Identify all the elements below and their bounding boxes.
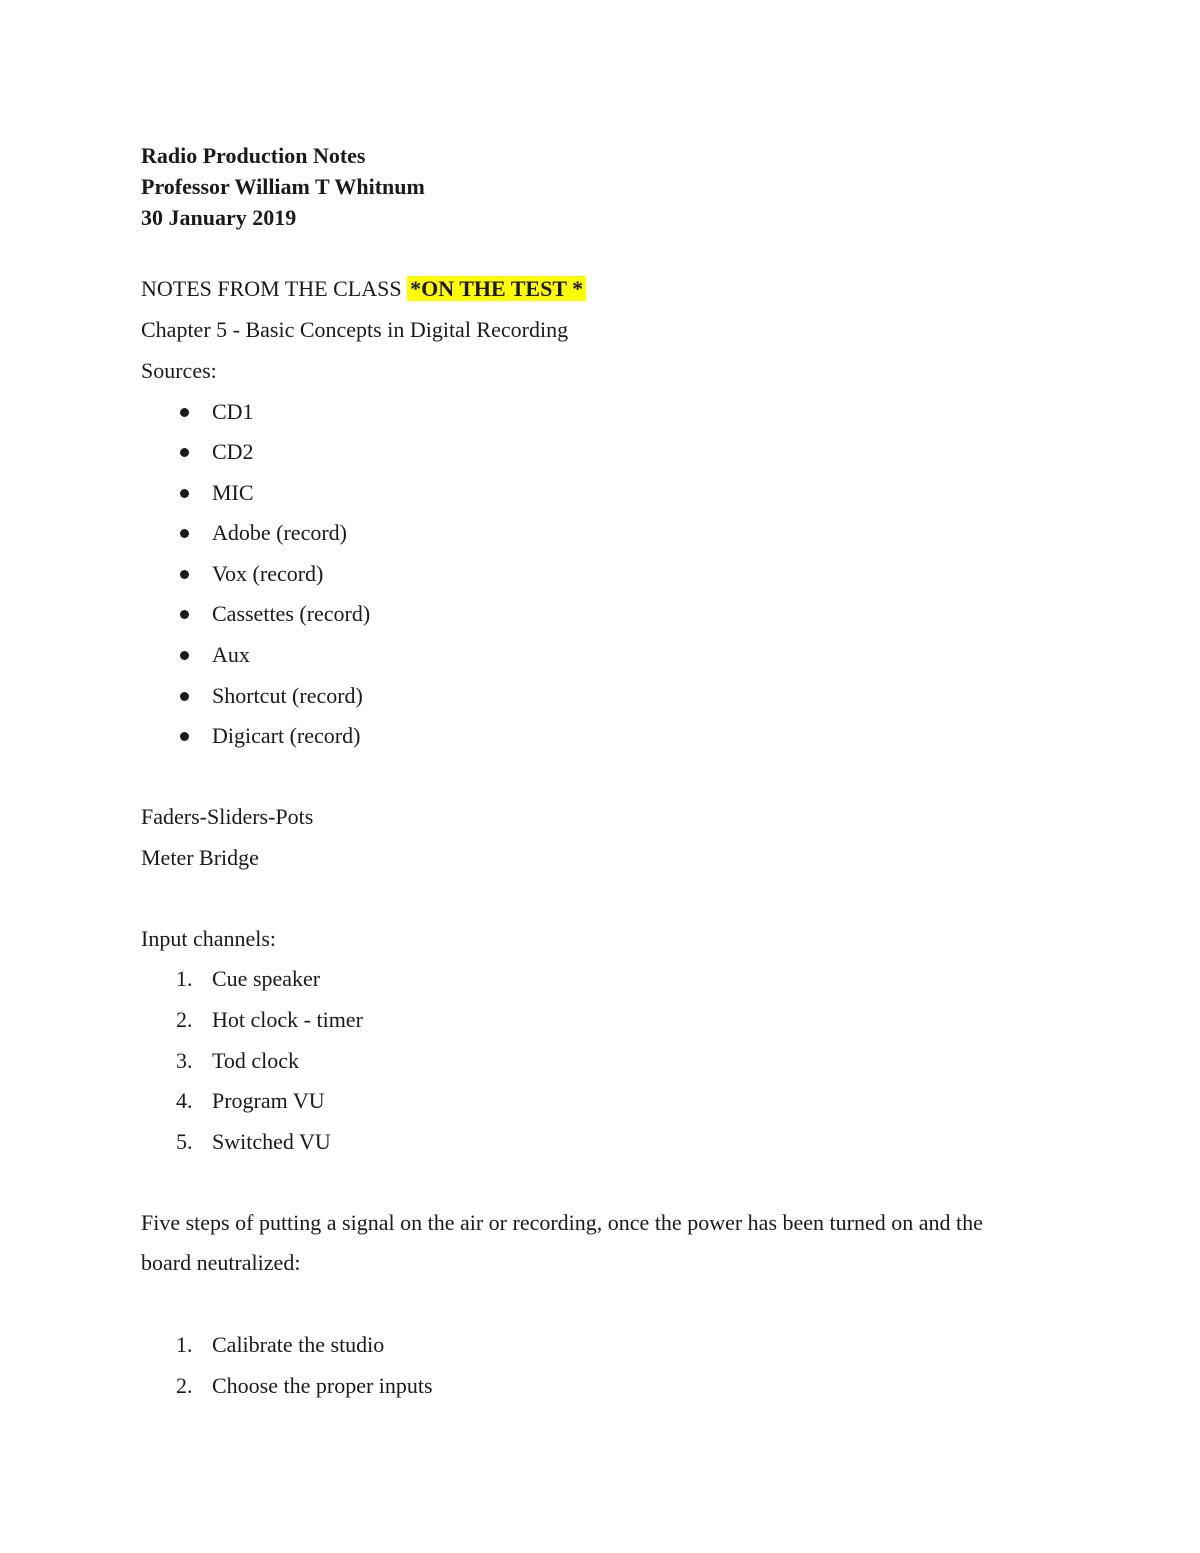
bullet-icon — [180, 732, 189, 741]
bullet-icon — [180, 570, 189, 579]
faders-line: Faders-Sliders-Pots — [141, 804, 314, 829]
five-steps-paragraph-line1: Five steps of putting a signal on the air or recording, once the power has been turned on and the — [141, 1210, 983, 1235]
input-channels-label: Input channels: — [141, 926, 277, 951]
document-date: 30 January 2019 — [141, 205, 297, 230]
document-title: Radio Production Notes — [141, 143, 366, 168]
bullet-icon — [180, 651, 189, 660]
chapter-heading: Chapter 5 - Basic Concepts in Digital Recording — [141, 317, 569, 342]
five-steps-paragraph-line2: board neutralized: — [141, 1250, 301, 1275]
document-page: Radio Production Notes Professor William T Whitnum 30 January 2019 NOTES FROM THE CLASS *ON THE TEST * Chapter 5 - Basic Concepts in Digital Recording Sources: CD1 CD2 MIC Adobe (record) Vox (record) Cassettes (record) Aux Shortcut (record) Digicart (record) Faders-Sliders-Pots Meter Bridge Input channels: 1. Cue speaker 2. Hot clock - timer 3. Tod clock 4. Program VU 5. Switched VU Five steps of putting a signal on the air or recording, once the power has been turned on and the board neutralized: 1. Calibrate the studio 2. Choose the proper inputs — [141, 143, 983, 1398]
bullet-icon — [180, 610, 189, 619]
bullet-icon — [180, 489, 189, 498]
bullet-icon — [180, 529, 189, 538]
bullet-icon — [180, 692, 189, 701]
notes-heading — [141, 275, 586, 303]
meter-bridge-line: Meter Bridge — [141, 845, 259, 870]
sources-label: Sources: — [141, 358, 217, 383]
professor-name: Professor William T Whitnum — [141, 174, 425, 199]
bullet-icon — [180, 448, 189, 457]
bullet-icon — [180, 408, 189, 417]
notes-heading-prefix: NOTES FROM THE CLASS — [141, 276, 402, 301]
on-the-test-highlight: *ON THE TEST * — [407, 276, 586, 301]
